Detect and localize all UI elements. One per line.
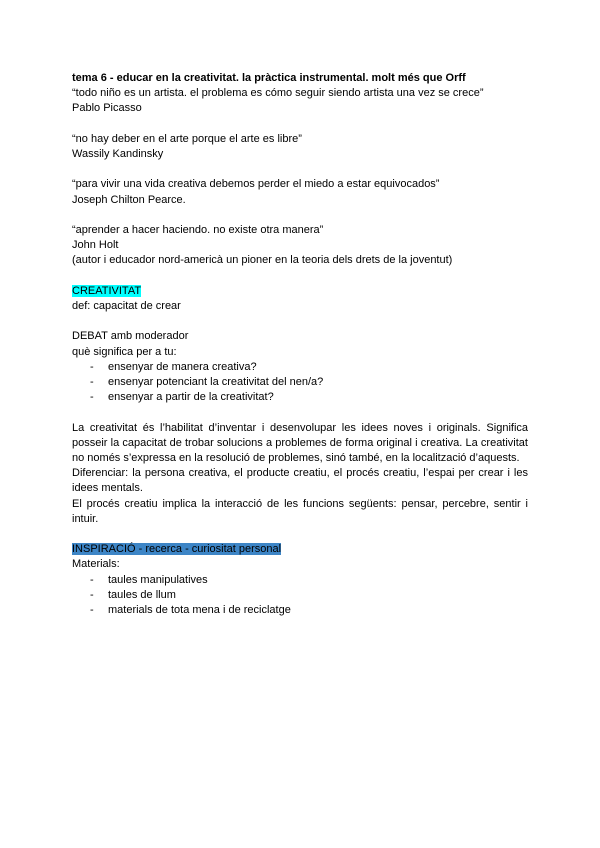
quote-author: Joseph Chilton Pearce. xyxy=(72,193,186,206)
bullet-dash: - xyxy=(90,360,94,373)
paragraph: El procés creatiu implica la interacció de les funcions següents: pensar, percebre, sentir i intuir. xyxy=(72,497,528,525)
list-item-text: ensenyar de manera creativa? xyxy=(108,360,257,373)
list-item xyxy=(72,603,528,618)
spacer xyxy=(72,527,528,542)
bullet-dash: - xyxy=(90,391,94,404)
spacer xyxy=(72,162,528,177)
debate-label: DEBAT amb moderador xyxy=(72,330,189,343)
spacer xyxy=(72,208,528,223)
list-item-text: taules de llum xyxy=(108,588,176,601)
document-title: tema 6 - educar en la creativitat. la pràctica instrumental. molt més que Orff xyxy=(72,72,466,84)
materials-label: Materials: xyxy=(72,558,120,571)
quote-text: “no hay deber en el arte porque el arte es libre” xyxy=(72,132,302,145)
section-heading-inspiracio: INSPIRACIÓ - recerca - curiositat personal xyxy=(72,543,282,556)
list-item xyxy=(72,360,528,375)
list-item-text: ensenyar a partir de la creativitat? xyxy=(108,391,274,404)
question-list xyxy=(72,360,528,406)
definition-text: def: capacitat de crear xyxy=(72,299,181,312)
section-heading-creativitat: CREATIVITAT xyxy=(72,284,142,297)
bullet-dash: - xyxy=(90,375,94,388)
document-page xyxy=(72,71,528,618)
spacer xyxy=(72,117,528,132)
materials-list xyxy=(72,573,528,619)
list-item xyxy=(72,375,528,390)
list-item-text: materials de tota mena i de reciclatge xyxy=(108,604,291,616)
quote-text: “aprender a hacer haciendo. no existe otra manera” xyxy=(72,223,324,236)
quote-author: Wassily Kandinsky xyxy=(72,148,164,160)
quote-note: (autor i educador nord-americà un pioner en la teoria dels drets de la joventut) xyxy=(72,254,453,267)
quote-author: Pablo Picasso xyxy=(72,102,142,115)
spacer xyxy=(72,314,528,329)
quote-text: “para vivir una vida creativa debemos perder el miedo a estar equivocados” xyxy=(72,178,440,191)
spacer xyxy=(72,405,528,420)
paragraph: La creativitat és l’habilitat d’inventar i desenvolupar les idees noves i originals. Significa posseir la capacitat de trobar solucions a problemes de forma original i creativa. La creativitat no només s’expressa en la resolució de problemes, sinó també, en la localització d’aquests. xyxy=(72,421,528,464)
question-text: què significa per a tu: xyxy=(72,345,177,358)
paragraph: Diferenciar: la persona creativa, el producte creatiu, el procés creatiu, l’espai per crear i les idees mentals. xyxy=(72,467,528,495)
bullet-dash: - xyxy=(90,573,94,586)
bullet-dash: - xyxy=(90,604,94,616)
spacer xyxy=(72,269,528,284)
list-item xyxy=(72,588,528,603)
list-item xyxy=(72,390,528,405)
list-item-text: ensenyar potenciant la creativitat del nen/a? xyxy=(108,375,324,388)
list-item-text: taules manipulatives xyxy=(108,573,208,586)
bullet-dash: - xyxy=(90,588,94,601)
list-item xyxy=(72,573,528,588)
quote-text: “todo niño es un artista. el problema es cómo seguir siendo artista una vez se crece” xyxy=(72,87,484,100)
quote-author: John Holt xyxy=(72,239,119,252)
